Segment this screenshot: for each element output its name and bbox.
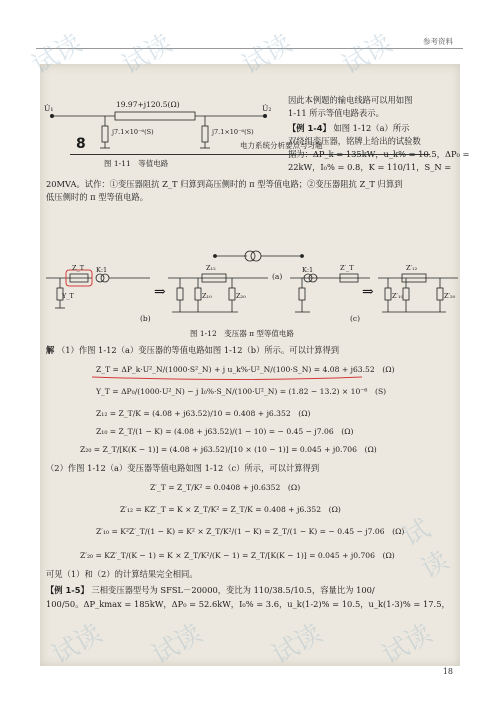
fig112-caption: 图 1-12 变压器 π 型等值电路 (190, 329, 294, 338)
fig112-arrow-2: ⇒ (362, 284, 374, 300)
fig112b-z12-label: Z₁₂ (206, 264, 216, 272)
watermark: 试读 (147, 618, 208, 671)
fig112c-k-label: K:1 (302, 266, 314, 274)
watermark: 试读 (27, 28, 88, 81)
fig111-admittance-right-label: j7.1×10⁻⁶(S) (212, 128, 254, 136)
fig111-admittance-left-label: j7.1×10⁻⁶(S) (112, 128, 154, 136)
fig112c-z10-label: Z′₁₀ (392, 292, 404, 300)
example14-tag: 【例 1-4】 (288, 123, 331, 133)
fig112b-yt-label: Y_T (62, 292, 74, 300)
eq-z20p: Z′₂₀ = KZ′_T/(K − 1) = K × Z_T/K²/(K − 1) = Z_T/[K(K − 1)] = 0.045 + j0.706 (Ω) (80, 551, 395, 560)
fig112a-circuit (214, 251, 304, 261)
fig111-u1-label: U̇₁ (44, 104, 54, 113)
eq-z10p: Z′₁₀ = K²Z′_T/(1 − K) = K² × Z_T/K²/(1 − K) = Z_T/(1 − K) = − 0.45 − j7.06 (Ω) (96, 527, 405, 536)
fig111-caption: 图 1-11 等值电路 (104, 159, 169, 168)
running-title: 电力系统分析要点与习题 (240, 141, 323, 150)
watermark: 试读 (117, 28, 178, 81)
eq-yt: Y_T = ΔP₀/(1000·U²_N) − j I₀%·S_N/(100·U²_N) = (1.82 − 13.2) × 10⁻⁶ (S) (96, 387, 387, 396)
fig112c-zt-label: Z′_T (340, 264, 354, 272)
watermark: 试读 (237, 28, 298, 81)
fig111-u2-label: U̇₂ (262, 104, 272, 113)
example15-line-1 (46, 584, 375, 597)
eq-z20: Z₂₀ = Z_T/[K(K − 1)] = (4.08 + j63.52)/[10 × (10 − 1)] = 0.045 + j0.706 (Ω) (80, 445, 377, 454)
fig112-label-a: (a) (272, 272, 283, 281)
example14-line-3: 据为：ΔP_k = 135kW，u_k% = 10.5，ΔP₀ = (288, 149, 470, 159)
book-page-number: 8 (76, 136, 86, 152)
fig112-arrow-1: ⇒ (154, 284, 166, 300)
watermark: 试读 (377, 618, 438, 671)
eq-z12: Z₁₂ = Z_T/K = (4.08 + j63.52)/10 = 0.408 + j6.352 (Ω) (96, 409, 311, 418)
example14-line-4: 22kW，I₀% = 0.8，K = 110/11，S_N = (288, 162, 452, 172)
example15-tag: 【例 1-5】 (46, 585, 89, 595)
footer-page-number: 18 (442, 667, 453, 676)
example15-line-2: 100/50。ΔP_kmax = 185kW，ΔP₀ = 52.6kW，I₀% = 3.6，u_k(1-2)% = 10.5，u_k(1-3)% = 17.5， (46, 599, 450, 609)
example14-line-1 (288, 122, 409, 135)
solution-line-2: （2）作图 1-12（a）变压器等值电路如图 1-12（c）所示，可以计算得到 (46, 463, 320, 473)
fig112-label-c: (c) (350, 314, 361, 323)
fig112b-zt-label: Z_T (72, 264, 85, 272)
watermark: 试读 (337, 28, 398, 81)
fig112c-circuit (290, 274, 458, 312)
intro-line-1: 因此本例题的输电线路可以用如图 (288, 95, 413, 105)
watermark: 试读 (47, 618, 108, 671)
example14-line-2: 双绕组变压器，铭牌上给出的试验数 (288, 136, 421, 146)
example15-text-1: 三相变压器型号为 SFSL－20000，变比为 110/38.5/10.5，容量比为 100/ (91, 585, 375, 595)
solution-conclusion: 可见（1）和（2）的计算结果完全相同。 (46, 569, 198, 579)
watermark: 试读 (267, 618, 328, 671)
solution-jie: 解 (46, 345, 55, 355)
intro-line-2: 1-11 所示等值电路表示。 (288, 108, 384, 118)
fig112c-z20-label: Z′₂₀ (444, 292, 456, 300)
fig112b-k-label: K:1 (96, 266, 108, 274)
page-header-label: 参考资料 (423, 37, 453, 46)
example14-line-5: 20MVA。试作：①变压器阻抗 Z_T 归算到高压侧时的 π 型等值电路；②变压器阻抗 Z_T 归算到 (46, 179, 403, 189)
solution-line-1 (46, 344, 339, 357)
solution-text-1: （1）作图 1-12（a）变压器的等值电路如图 1-12（b）所示。可以计算得到 (56, 345, 340, 355)
eq-z10: Z₁₀ = Z_T/(1 − K) = (4.08 + j63.52)/(1 − 10) = − 0.45 − j7.06 (Ω) (96, 427, 354, 436)
eq-z12p: Z′₁₂ = KZ′_T = K × Z_T/K² = Z_T/K = 0.408 + j6.352 (Ω) (120, 505, 341, 514)
example14-text-1: 如图 1-12（a）所示 (333, 123, 410, 133)
eq-ztp: Z′_T = Z_T/K² = 0.0408 + j0.6352 (Ω) (150, 483, 301, 492)
fig112-label-b: (b) (140, 314, 151, 323)
fig111-impedance-label: 19.97+j120.5(Ω) (116, 100, 180, 109)
fig112b-z10-label: Z₁₀ (202, 292, 212, 300)
fig112c-z12-label: Z′₁₂ (406, 264, 418, 272)
fig112b-z20-label: Z₂₀ (236, 292, 246, 300)
eq-zt: Z_T = ΔP_k·U²_N/(1000·S²_N) + j u_k%·U²_N/(100·S_N) = 4.08 + j63.52 (Ω) (96, 365, 395, 374)
watermark: 试读 (397, 513, 454, 585)
example14-line-6: 低压侧时的 π 型等值电路。 (46, 192, 148, 202)
